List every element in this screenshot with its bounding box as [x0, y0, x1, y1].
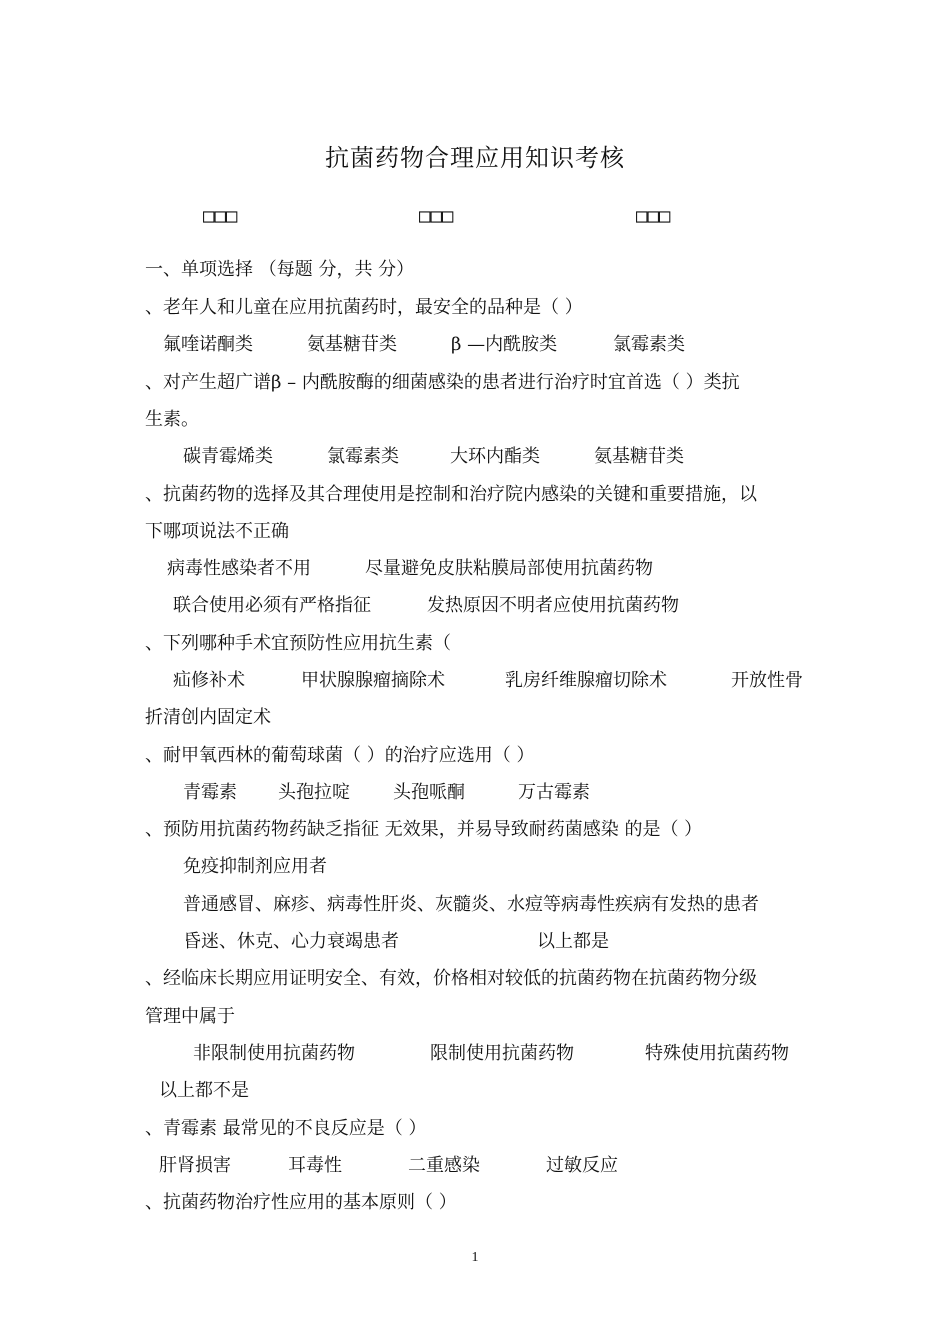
- question-7-stem-line-2: 管理中属于: [145, 1006, 235, 1027]
- question-3-stem-line-2: 下哪项说法不正确: [145, 521, 289, 542]
- question-5-stem: 、耐甲氧西林的葡萄球菌（ ）的治疗应选用（ ）: [145, 745, 535, 766]
- question-7-stem-line-1: 、经临床长期应用证明安全、有效，价格相对较低的抗菌药物在抗菌药物分级: [145, 968, 757, 989]
- info-field-3: □□□: [636, 205, 671, 227]
- question-8-stem: 、青霉素 最常见的不良反应是（ ）: [145, 1118, 427, 1139]
- question-2-stem-line-1: 、对产生超广谱β – 内酰胺酶的细菌感染的患者进行治疗时宜首选（ ）类抗: [145, 372, 740, 393]
- question-9-stem: 、抗菌药物治疗性应用的基本原则（ ）: [145, 1192, 457, 1213]
- question-5-option-d: 万古霉素: [518, 782, 590, 803]
- question-1-option-d: 氯霉素类: [613, 334, 685, 355]
- question-3-option-d: 发热原因不明者应使用抗菌药物: [427, 595, 679, 616]
- question-2-option-b: 氯霉素类: [327, 446, 399, 467]
- question-4-stem: 、下列哪种手术宜预防性应用抗生素（: [145, 633, 451, 654]
- question-4-option-d-continued: 折清创内固定术: [145, 707, 271, 728]
- question-6-option-b: 普通感冒、麻疹、病毒性肝炎、灰髓炎、水痘等病毒性疾病有发热的患者: [183, 894, 759, 915]
- question-6-option-d: 以上都是: [537, 931, 609, 952]
- question-5-option-b: 头孢拉啶: [278, 782, 350, 803]
- question-2-stem-line-2: 生素。: [145, 409, 199, 430]
- question-4-option-a: 疝修补术: [173, 670, 245, 691]
- info-field-2: □□□: [419, 205, 454, 227]
- question-1-option-b: 氨基糖苷类: [307, 334, 397, 355]
- question-2-option-d: 氨基糖苷类: [594, 446, 684, 467]
- question-2-option-c: 大环内酯类: [450, 446, 540, 467]
- question-1-option-a: 氟喹诺酮类: [163, 334, 253, 355]
- question-5-option-a: 青霉素: [183, 782, 237, 803]
- question-3-option-b: 尽量避免皮肤粘膜局部使用抗菌药物: [365, 558, 653, 579]
- document-title: 抗菌药物合理应用知识考核: [325, 144, 625, 172]
- question-7-option-c: 特殊使用抗菌药物: [645, 1043, 789, 1064]
- question-4-option-b: 甲状腺腺瘤摘除术: [301, 670, 445, 691]
- question-3-option-c: 联合使用必须有严格指征: [173, 595, 371, 616]
- question-1-stem: 、老年人和儿童在应用抗菌药时，最安全的品种是（ ）: [145, 297, 583, 318]
- question-5-option-c: 头孢哌酮: [393, 782, 465, 803]
- question-7-option-d: 以上都不是: [159, 1080, 249, 1101]
- question-1-option-c: β —内酰胺类: [451, 334, 558, 355]
- question-3-stem-line-1: 、抗菌药物的选择及其合理使用是控制和治疗院内感染的关键和重要措施，以: [145, 484, 757, 505]
- question-6-option-c: 昏迷、休克、心力衰竭患者: [183, 931, 399, 952]
- section-heading: 一、单项选择 （每题 分，共 分）: [145, 259, 415, 280]
- page-number: 1: [471, 1250, 479, 1265]
- question-8-option-d: 过敏反应: [546, 1155, 618, 1176]
- question-4-option-d: 开放性骨: [731, 670, 803, 691]
- question-8-option-b: 耳毒性: [288, 1155, 342, 1176]
- question-3-option-a: 病毒性感染者不用: [167, 558, 311, 579]
- question-6-option-a: 免疫抑制剂应用者: [183, 856, 327, 877]
- question-8-option-c: 二重感染: [408, 1155, 480, 1176]
- question-7-option-a: 非限制使用抗菌药物: [193, 1043, 355, 1064]
- question-7-option-b: 限制使用抗菌药物: [430, 1043, 574, 1064]
- question-8-option-a: 肝肾损害: [159, 1155, 231, 1176]
- info-field-1: □□□: [203, 205, 238, 227]
- question-6-stem: 、预防用抗菌药物药缺乏指征 无效果，并易导致耐药菌感染 的是（ ）: [145, 819, 703, 840]
- question-4-option-c: 乳房纤维腺瘤切除术: [505, 670, 667, 691]
- question-2-option-a: 碳青霉烯类: [183, 446, 273, 467]
